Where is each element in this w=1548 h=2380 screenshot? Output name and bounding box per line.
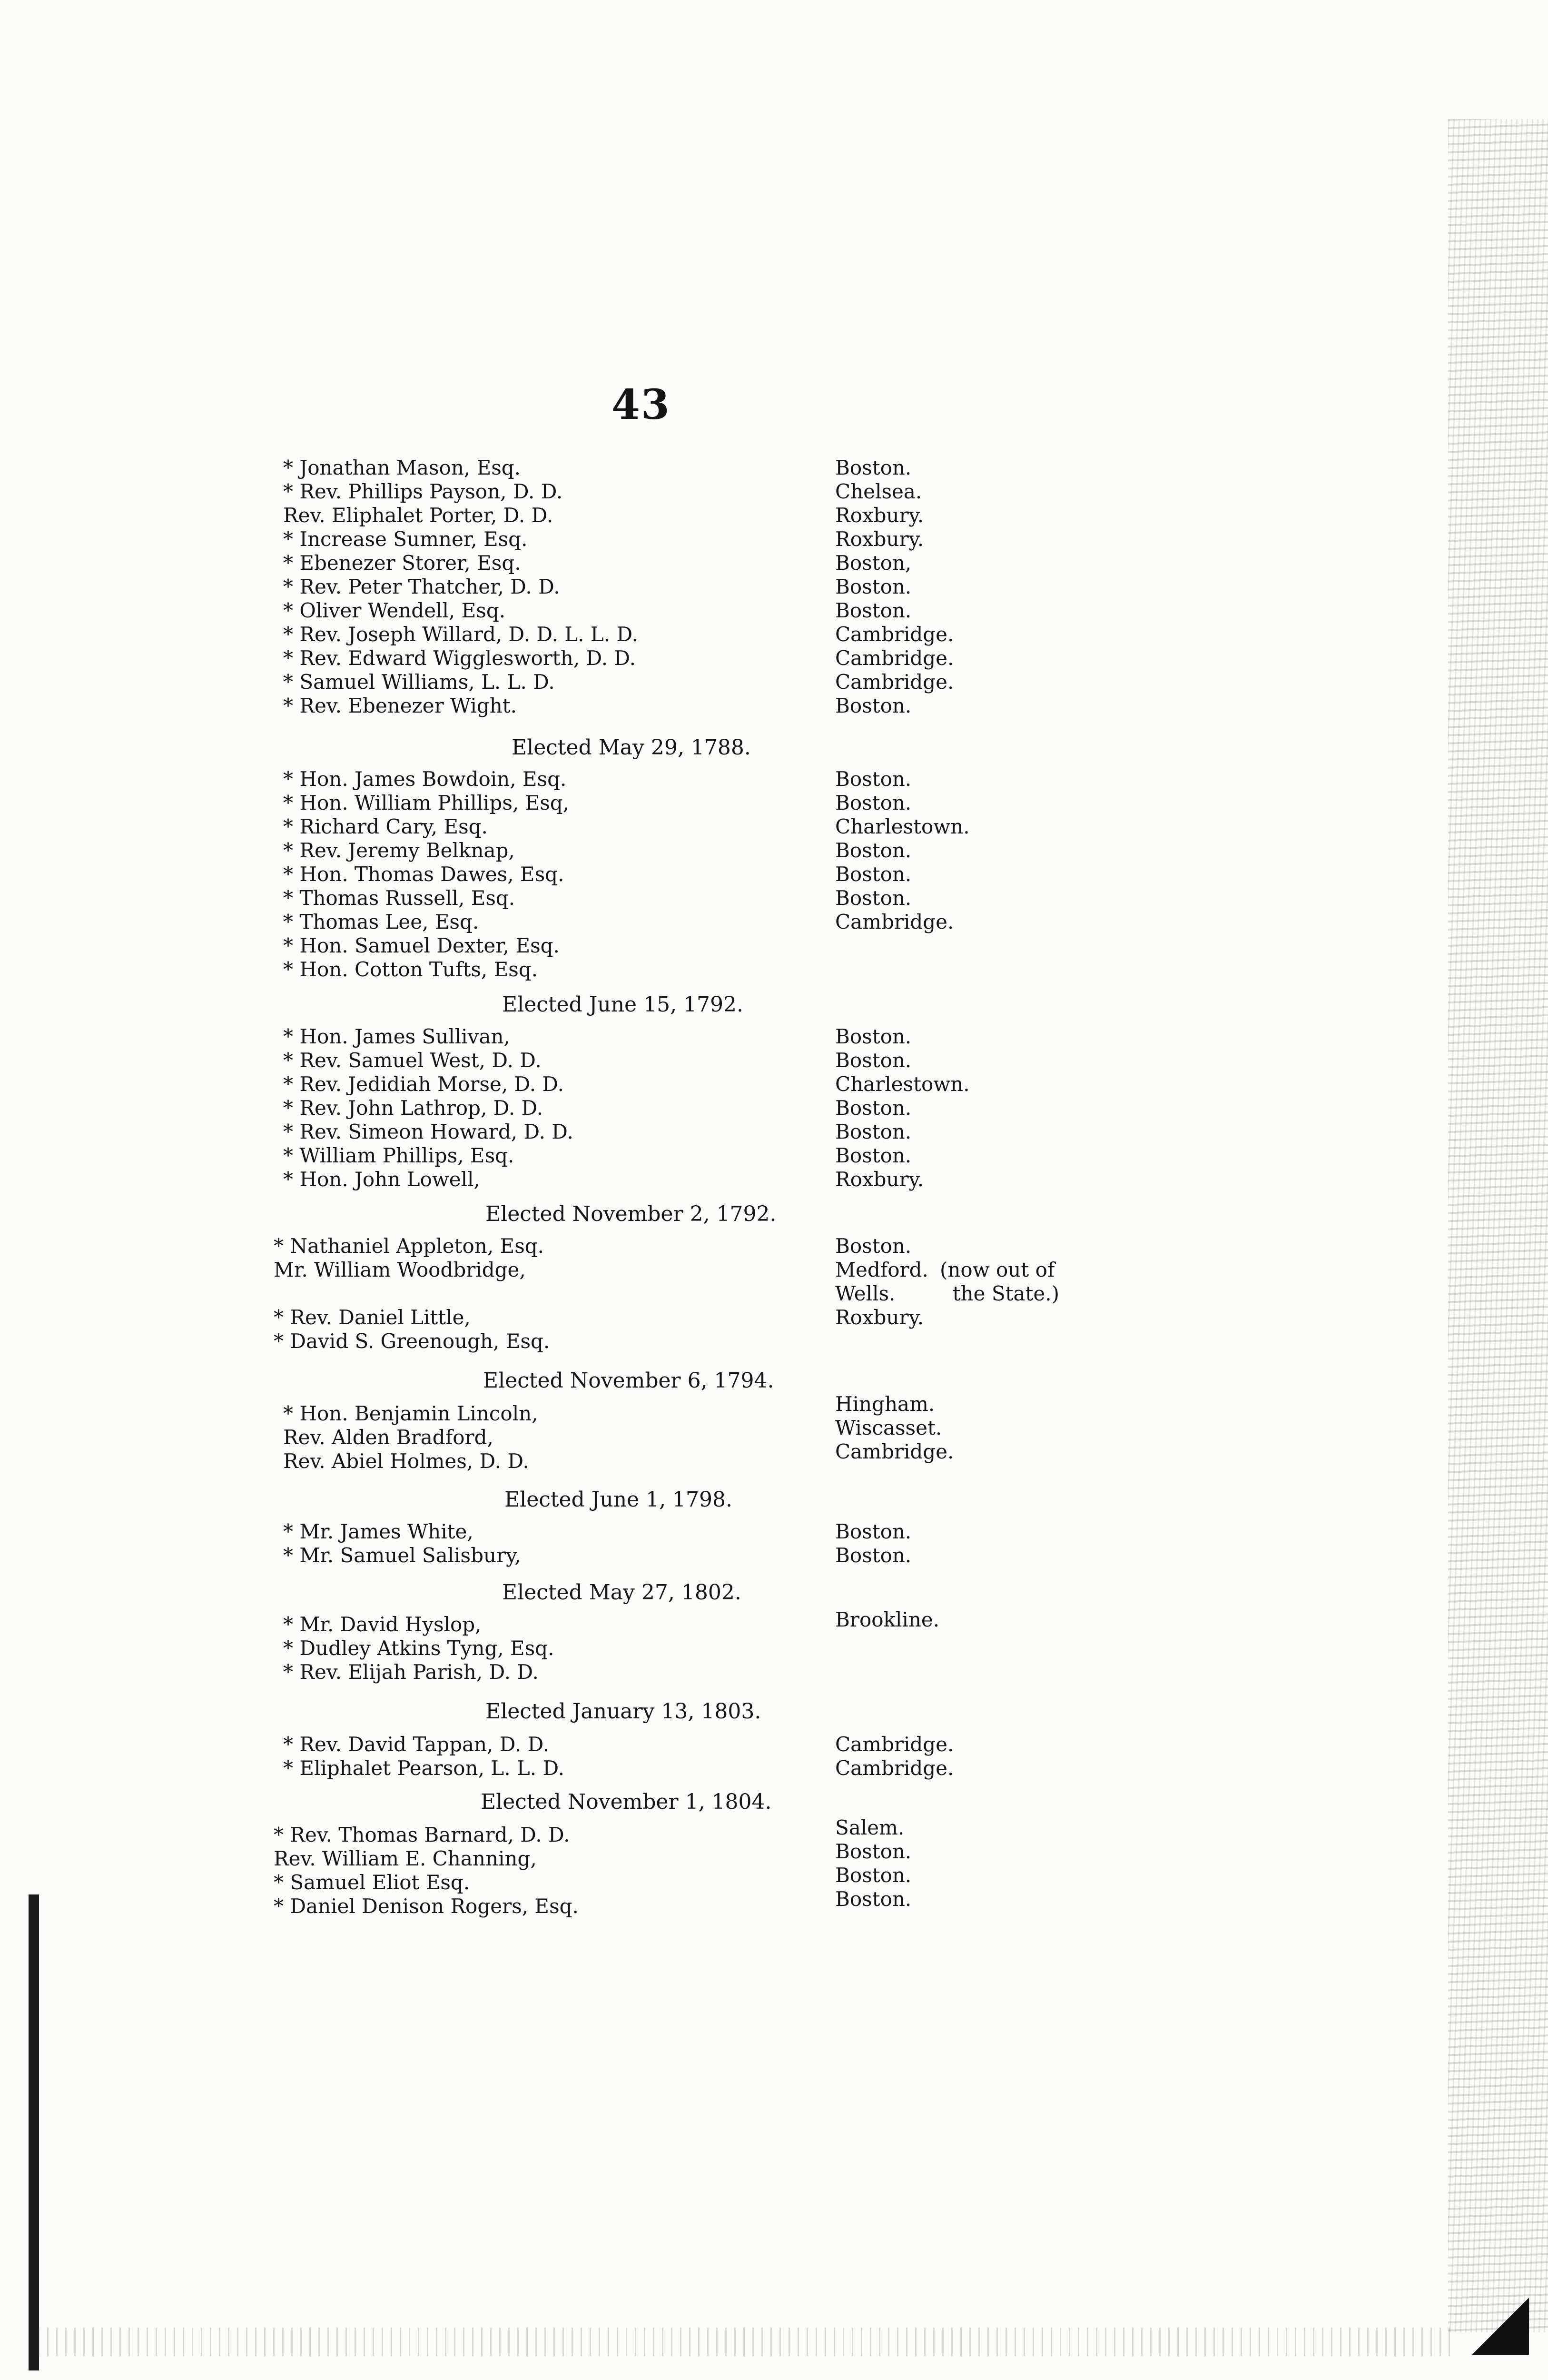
member-place: Boston. bbox=[835, 767, 912, 791]
member-name: Rev. Eliphalet Porter, D. D. bbox=[283, 504, 553, 527]
member-name: * Hon. Thomas Dawes, Esq. bbox=[283, 863, 564, 886]
member-name: * Hon. Samuel Dexter, Esq. bbox=[283, 934, 560, 957]
member-name: * William Phillips, Esq. bbox=[283, 1144, 514, 1167]
member-place: Salem. bbox=[835, 1816, 905, 1839]
member-name: * Hon. James Sullivan, bbox=[283, 1025, 510, 1048]
member-name: * Oliver Wendell, Esq. bbox=[283, 599, 506, 622]
member-place: Charlestown. bbox=[835, 1072, 970, 1096]
member-place: Boston. bbox=[835, 1864, 912, 1887]
member-name: * Thomas Russell, Esq. bbox=[283, 886, 515, 910]
member-place: Charlestown. bbox=[835, 815, 970, 838]
member-name: Mr. William Woodbridge, bbox=[274, 1258, 526, 1281]
member-name: * Rev. Thomas Barnard, D. D. bbox=[274, 1823, 570, 1846]
member-note: (now out of the State.) bbox=[940, 1258, 1059, 1305]
member-name: * Nathaniel Appleton, Esq. bbox=[274, 1234, 544, 1258]
member-name: * Rev. Edward Wigglesworth, D. D. bbox=[283, 646, 636, 670]
section-heading: Elected June 1, 1798. bbox=[504, 1488, 733, 1512]
member-name: * David S. Greenough, Esq. bbox=[274, 1329, 550, 1353]
member-place: Chelsea. bbox=[835, 480, 922, 503]
member-name: * Rev. Joseph Willard, D. D. L. L. D. bbox=[283, 623, 638, 646]
section-heading: Elected June 15, 1792. bbox=[502, 992, 744, 1017]
member-name: * Mr. David Hyslop, bbox=[283, 1613, 482, 1636]
member-place: Cambridge. bbox=[835, 623, 954, 646]
member-place: Boston. bbox=[835, 1520, 912, 1543]
member-place: Cambridge. bbox=[835, 670, 954, 694]
member-name: * Rev. Ebenezer Wight. bbox=[283, 694, 517, 717]
member-name: * Mr. James White, bbox=[283, 1520, 473, 1543]
member-name: * Rev. Phillips Payson, D. D. bbox=[283, 480, 563, 503]
member-name: * Daniel Denison Rogers, Esq. bbox=[274, 1894, 579, 1918]
member-name: * Mr. Samuel Salisbury, bbox=[283, 1544, 521, 1567]
member-name: * Hon. Cotton Tufts, Esq. bbox=[283, 958, 538, 981]
scan-edge-noise bbox=[1448, 119, 1548, 2332]
member-place: Cambridge. bbox=[835, 646, 954, 670]
member-name: * Jonathan Mason, Esq. bbox=[283, 456, 521, 479]
member-place: Boston. bbox=[835, 1025, 912, 1048]
member-place: Boston. bbox=[835, 1120, 912, 1143]
section-heading: Elected May 27, 1802. bbox=[502, 1580, 741, 1605]
member-place: Roxbury. bbox=[835, 1168, 924, 1191]
member-name: * Rev. Samuel West, D. D. bbox=[283, 1049, 542, 1072]
member-name: * Dudley Atkins Tyng, Esq. bbox=[283, 1636, 554, 1660]
member-name: * Samuel Eliot Esq. bbox=[274, 1871, 470, 1894]
member-place: Cambridge. bbox=[835, 1440, 954, 1463]
member-place: Boston. bbox=[835, 575, 912, 598]
member-name: * Increase Sumner, Esq. bbox=[283, 527, 528, 551]
member-place: Cambridge. bbox=[835, 1756, 954, 1780]
section-heading: Elected November 6, 1794. bbox=[483, 1368, 774, 1393]
member-name: * Rev. David Tappan, D. D. bbox=[283, 1733, 550, 1756]
scan-corner-mark bbox=[1472, 2298, 1529, 2355]
member-name: * Rev. Elijah Parish, D. D. bbox=[283, 1660, 539, 1684]
member-place: Boston. bbox=[835, 886, 912, 910]
member-name: * Hon. John Lowell, bbox=[283, 1168, 480, 1191]
member-place: Boston. bbox=[835, 456, 912, 479]
member-name: * Eliphalet Pearson, L. L. D. bbox=[283, 1756, 565, 1780]
binding-edge bbox=[29, 1894, 39, 2370]
member-name: * Samuel Williams, L. L. D. bbox=[283, 670, 555, 694]
member-name: * Rev. John Lathrop, D. D. bbox=[283, 1096, 543, 1120]
member-place: Boston. bbox=[835, 1049, 912, 1072]
member-place: Boston. bbox=[835, 694, 912, 717]
member-name: * Hon. William Phillips, Esq, bbox=[283, 791, 570, 814]
member-place: Wiscasset. bbox=[835, 1416, 942, 1439]
member-place: Boston. bbox=[835, 791, 912, 814]
section-heading: Elected November 2, 1792. bbox=[485, 1202, 777, 1226]
page-number: 43 bbox=[611, 381, 670, 429]
member-place: Boston. bbox=[835, 1096, 912, 1120]
section-heading: Elected November 1, 1804. bbox=[481, 1790, 772, 1814]
member-place: Boston. bbox=[835, 839, 912, 862]
member-name: * Hon. Benjamin Lincoln, bbox=[283, 1402, 538, 1425]
member-name: * Rev. Jedidiah Morse, D. D. bbox=[283, 1072, 564, 1096]
member-place: Cambridge. bbox=[835, 1733, 954, 1756]
member-place: Boston. bbox=[835, 1144, 912, 1167]
member-place: Boston. bbox=[835, 1544, 912, 1567]
member-name: * Hon. James Bowdoin, Esq. bbox=[283, 767, 567, 791]
member-name: * Rev. Peter Thatcher, D. D. bbox=[283, 575, 560, 598]
member-place: Medford. bbox=[835, 1258, 928, 1281]
member-name: * Ebenezer Storer, Esq. bbox=[283, 551, 521, 575]
member-name: Rev. William E. Channing, bbox=[274, 1847, 537, 1870]
member-name: * Rev. Daniel Little, bbox=[274, 1306, 471, 1329]
member-place: Boston. bbox=[835, 1840, 912, 1863]
member-name: Rev. Abiel Holmes, D. D. bbox=[283, 1449, 529, 1473]
scan-bottom-noise bbox=[38, 2328, 1453, 2356]
member-place: Cambridge. bbox=[835, 910, 954, 933]
member-place: Boston. bbox=[835, 599, 912, 622]
section-heading: Elected May 29, 1788. bbox=[512, 735, 751, 760]
member-place: Boston. bbox=[835, 1234, 912, 1258]
member-name: Rev. Alden Bradford, bbox=[283, 1426, 493, 1449]
member-name: * Richard Cary, Esq. bbox=[283, 815, 488, 838]
section-heading: Elected January 13, 1803. bbox=[485, 1699, 761, 1724]
member-place: Roxbury. bbox=[835, 1306, 924, 1329]
member-name: * Thomas Lee, Esq. bbox=[283, 910, 479, 933]
member-place: Brookline. bbox=[835, 1608, 940, 1631]
member-place: Roxbury. bbox=[835, 504, 924, 527]
member-name: * Rev. Simeon Howard, D. D. bbox=[283, 1120, 573, 1143]
member-place: Hingham. bbox=[835, 1392, 935, 1416]
member-place: Wells. bbox=[835, 1282, 896, 1305]
member-place: Roxbury. bbox=[835, 527, 924, 551]
member-place: Boston. bbox=[835, 863, 912, 886]
member-name: * Rev. Jeremy Belknap, bbox=[283, 839, 515, 862]
member-place: Boston, bbox=[835, 551, 912, 575]
member-place: Boston. bbox=[835, 1887, 912, 1911]
